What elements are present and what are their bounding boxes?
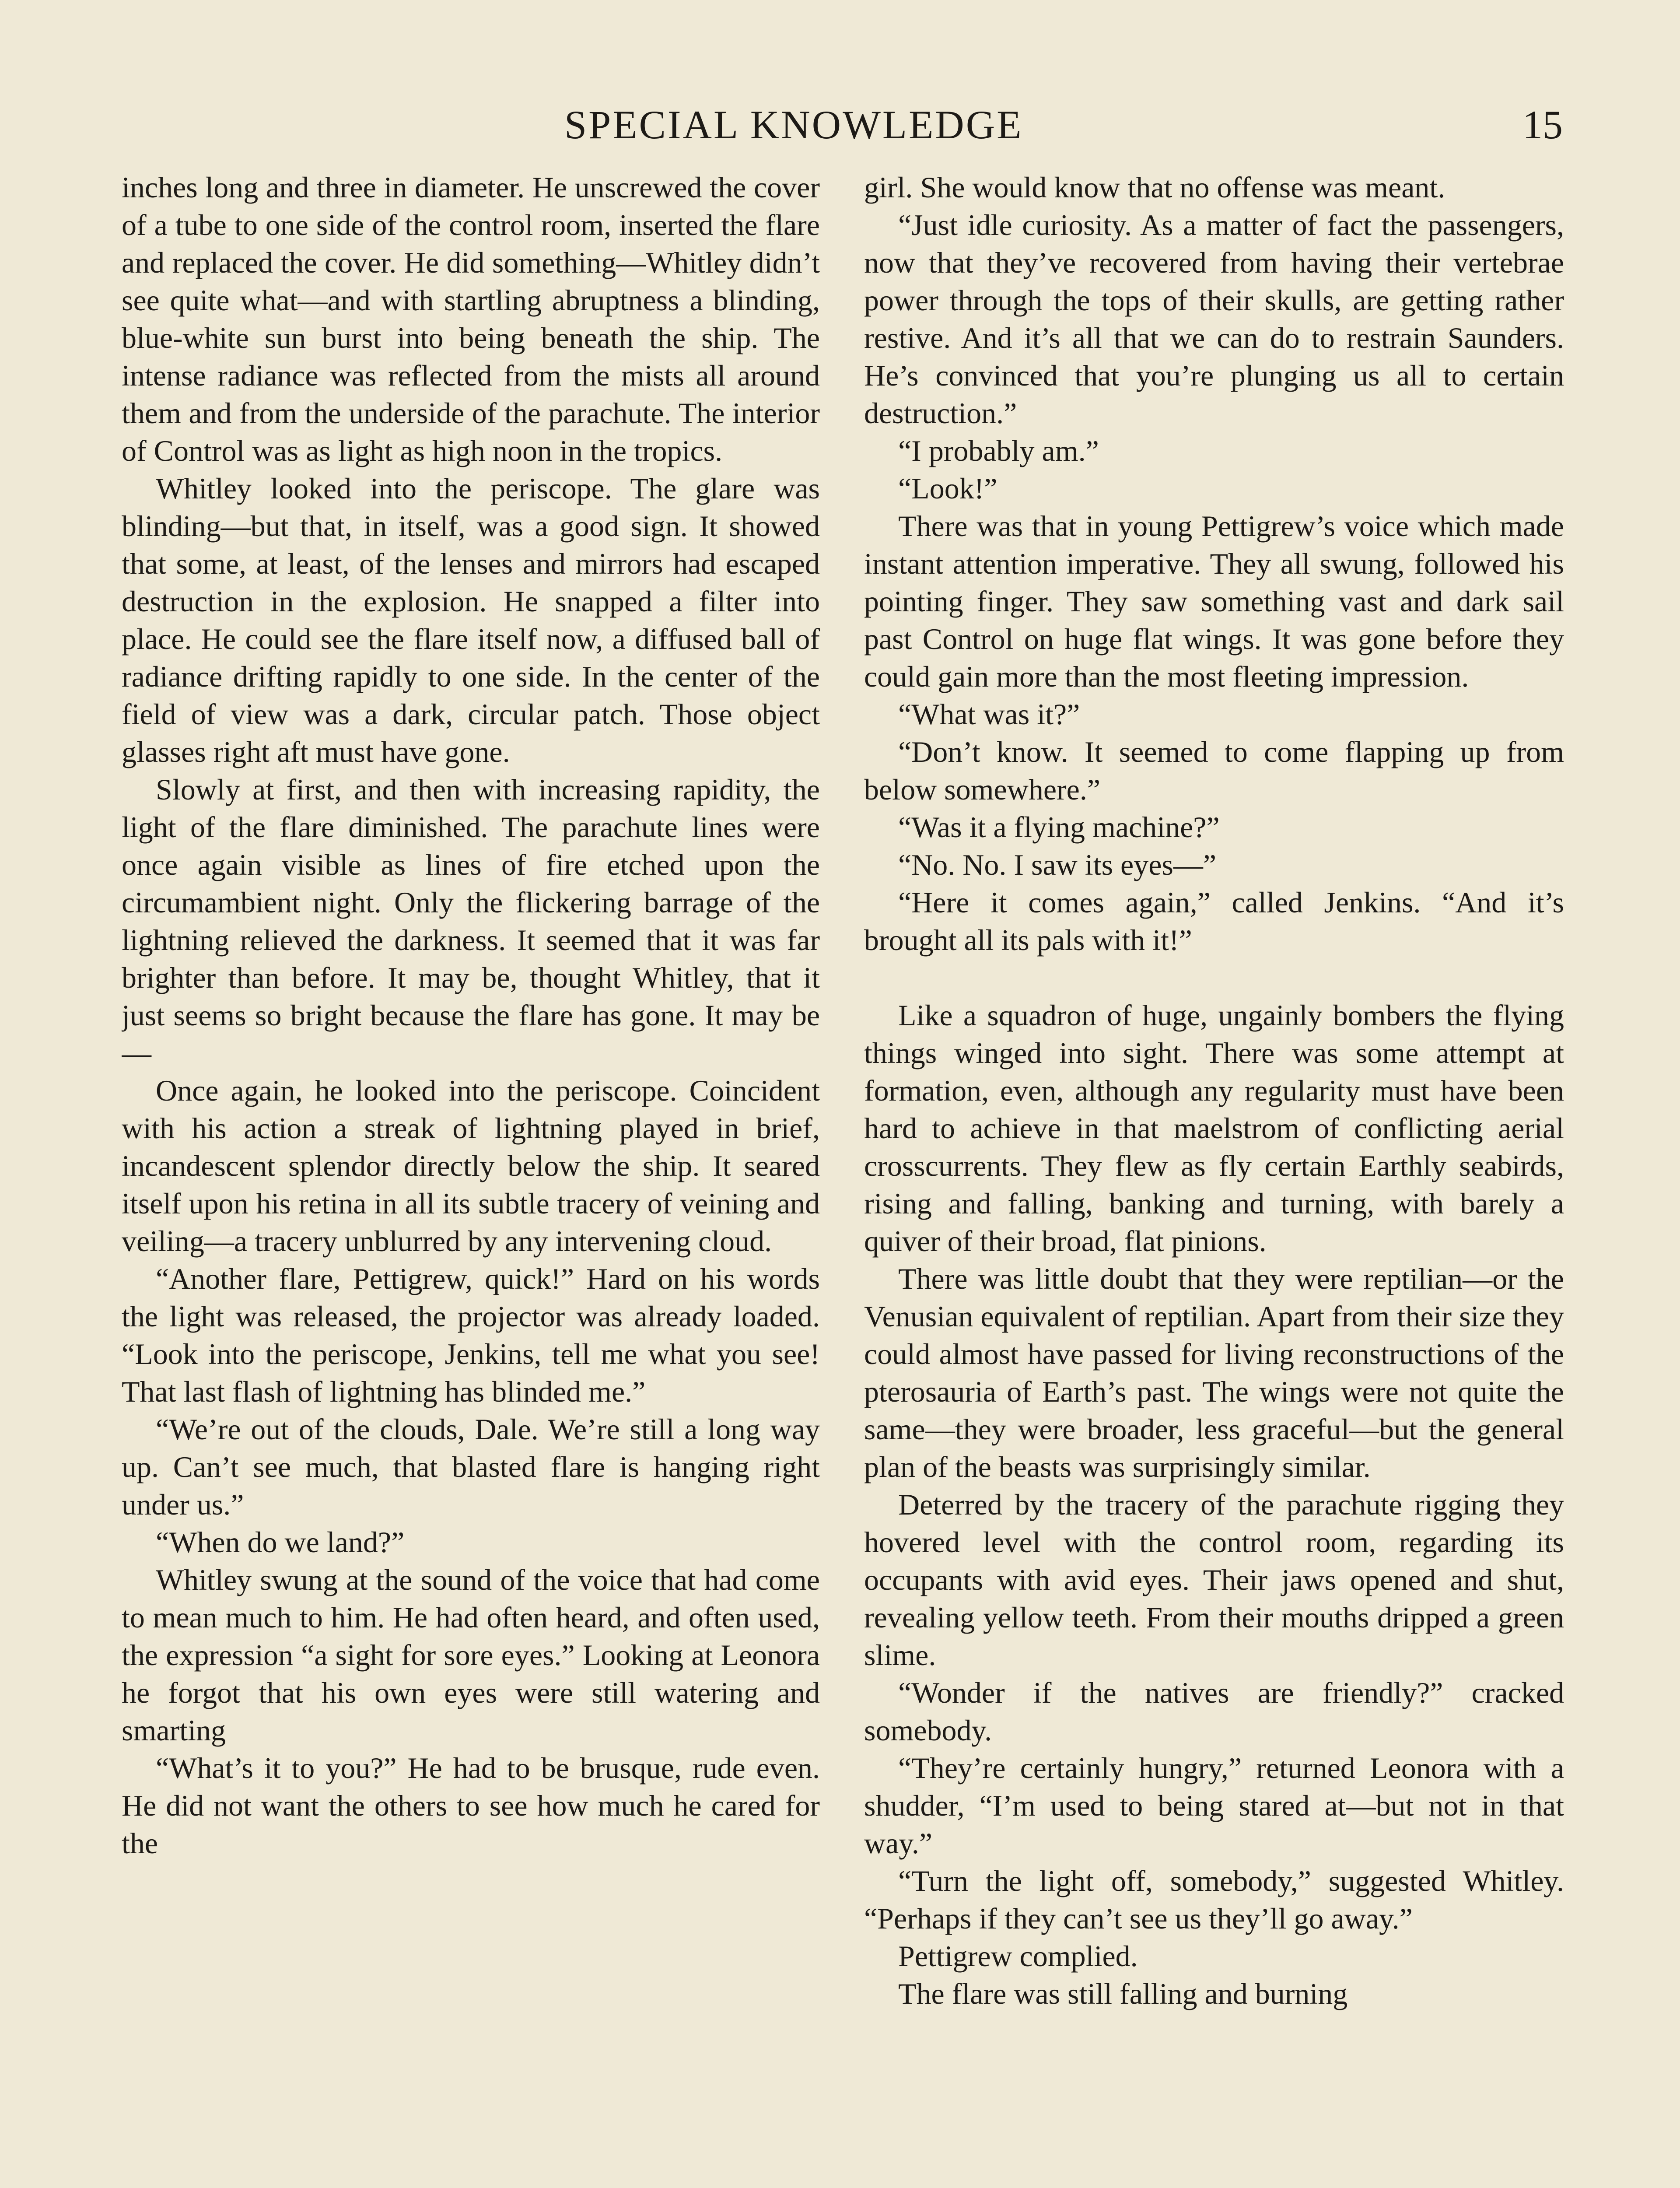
paragraph: “Don’t know. It seemed to come flapping up from below somewhere.” (864, 735, 1564, 806)
paragraph: Whitley looked into the periscope. The glare was blinding—but that, in itself, was a good sign. It showed that some, at least, of the lenses and mirrors had escaped destruction in the explosion. He snapped a filter into place. He could see the flare itself now, a diffused ball of radiance drifting rapidly to one side. In the center of the field of view was a dark, circular patch. Those object glasses right aft must have gone. (122, 472, 820, 768)
paragraph: Slowly at first, and then with increasing rapidity, the light of the flare diminished. The parachute lines were once again visible as lines of fire etched upon the circumambient night. Only the flickering barrage of the lightning relieved the darkness. It seemed that it was far brighter than before. It may be, thought Whitley, that it just seems so bright because the flare has gone. It may be— (122, 773, 820, 1069)
paragraph: girl. She would know that no offense was meant. (864, 171, 1446, 204)
paragraph: “Was it a flying machine?” (898, 810, 1220, 844)
paragraph: “I probably am.” (898, 434, 1099, 467)
paragraph: inches long and three in diameter. He unscrewed the cover of a tube to one side of the control room, inserted the flare and replaced the cover. He did something—Whitley didn’t see quite what—and with startling abruptness a blinding, blue-white sun burst into being beneath the ship. The intense radiance was reflected from the mists all around them and from the underside of the parachute. The interior of Control was as light as high noon in the tropics. (122, 171, 820, 467)
paragraph: “Just idle curiosity. As a matter of fact the passengers, now that they’ve recovered from having their vertebrae power through the tops of their skulls, are getting rather restive. And it’s all that we can do to restrain Saunders. He’s convinced that you’re plunging us all to certain destruction.” (864, 208, 1564, 430)
page-header (0, 98, 1680, 151)
paragraph: “No. No. I saw its eyes—” (898, 848, 1217, 881)
paragraph: There was that in young Pettigrew’s voice which made instant attention imperative. They all swung, followed his pointing finger. They saw something vast and dark sail past Control on huge flat wings. It was gone before they could gain more than the most fleeting impression. (864, 509, 1564, 693)
paragraph: “Wonder if the natives are friendly?” cracked somebody. (864, 1676, 1564, 1747)
right-text-column (864, 168, 1564, 2188)
page-number: 15 (1522, 102, 1563, 147)
paragraph: “Here it comes again,” called Jenkins. “And it’s brought all its pals with it!” (864, 886, 1564, 957)
paragraph: “When do we land?” (156, 1525, 405, 1559)
running-title: SPECIAL KNOWLEDGE (564, 102, 1023, 147)
paragraph: “What’s it to you?” He had to be brusque, rude even. He did not want the others to see how much he cared for the (122, 1751, 820, 1860)
paragraph: “Look!” (898, 472, 998, 505)
paragraph: “We’re out of the clouds, Dale. We’re still a long way up. Can’t see much, that blasted flare is hanging right under us.” (122, 1413, 820, 1521)
paragraph: “Turn the light off, somebody,” suggested Whitley. “Perhaps if they can’t see us they’ll go away.” (864, 1864, 1564, 1935)
paragraph: “What was it?” (898, 698, 1080, 731)
paragraph: Deterred by the tracery of the parachute rigging they hovered level with the control room, regarding its occupants with avid eyes. Their jaws opened and shut, revealing yellow teeth. From their mouths dripped a green slime. (864, 1488, 1564, 1672)
paragraph: The flare was still falling and burning (898, 1977, 1348, 2010)
paragraph: “Another flare, Pettigrew, quick!” Hard on his words the light was released, the projector was already loaded. “Look into the periscope, Jenkins, tell me what you see! That last flash of lightning has blinded me.” (122, 1262, 820, 1408)
paragraph: There was little doubt that they were reptilian—or the Venusian equivalent of reptilian. Apart from their size they could almost have passed for living reconstructions of the pterosauria of Earth’s past. The wings were not quite the same—they were broader, less graceful—but the general plan of the beasts was surprisingly similar. (864, 1262, 1564, 1483)
paragraph: Pettigrew complied. (898, 1939, 1138, 1973)
paragraph: Whitley swung at the sound of the voice that had come to mean much to him. He had often heard, and often used, the expression “a sight for sore eyes.” Looking at Leonora he forgot that his own eyes were still watering and smarting (122, 1563, 820, 1747)
paragraph: Like a squadron of huge, ungainly bombers the flying things winged into sight. There was some attempt at formation, even, although any regularity must have been hard to achieve in that maelstrom of conflicting aerial crosscurrents. They flew as fly certain Earthly seabirds, rising and falling, banking and turning, with barely a quiver of their broad, flat pinions. (864, 999, 1564, 1258)
paragraph: “They’re certainly hungry,” returned Leonora with a shudder, “I’m used to being stared at—but not in that way.” (864, 1751, 1564, 1860)
left-text-column (122, 168, 820, 2188)
paragraph: Once again, he looked into the periscope. Coincident with his action a streak of lightning played in brief, incandescent splendor directly below the ship. It seared itself upon his retina in all its subtle tracery of veining and veiling—a tracery unblurred by any intervening cloud. (122, 1074, 820, 1258)
